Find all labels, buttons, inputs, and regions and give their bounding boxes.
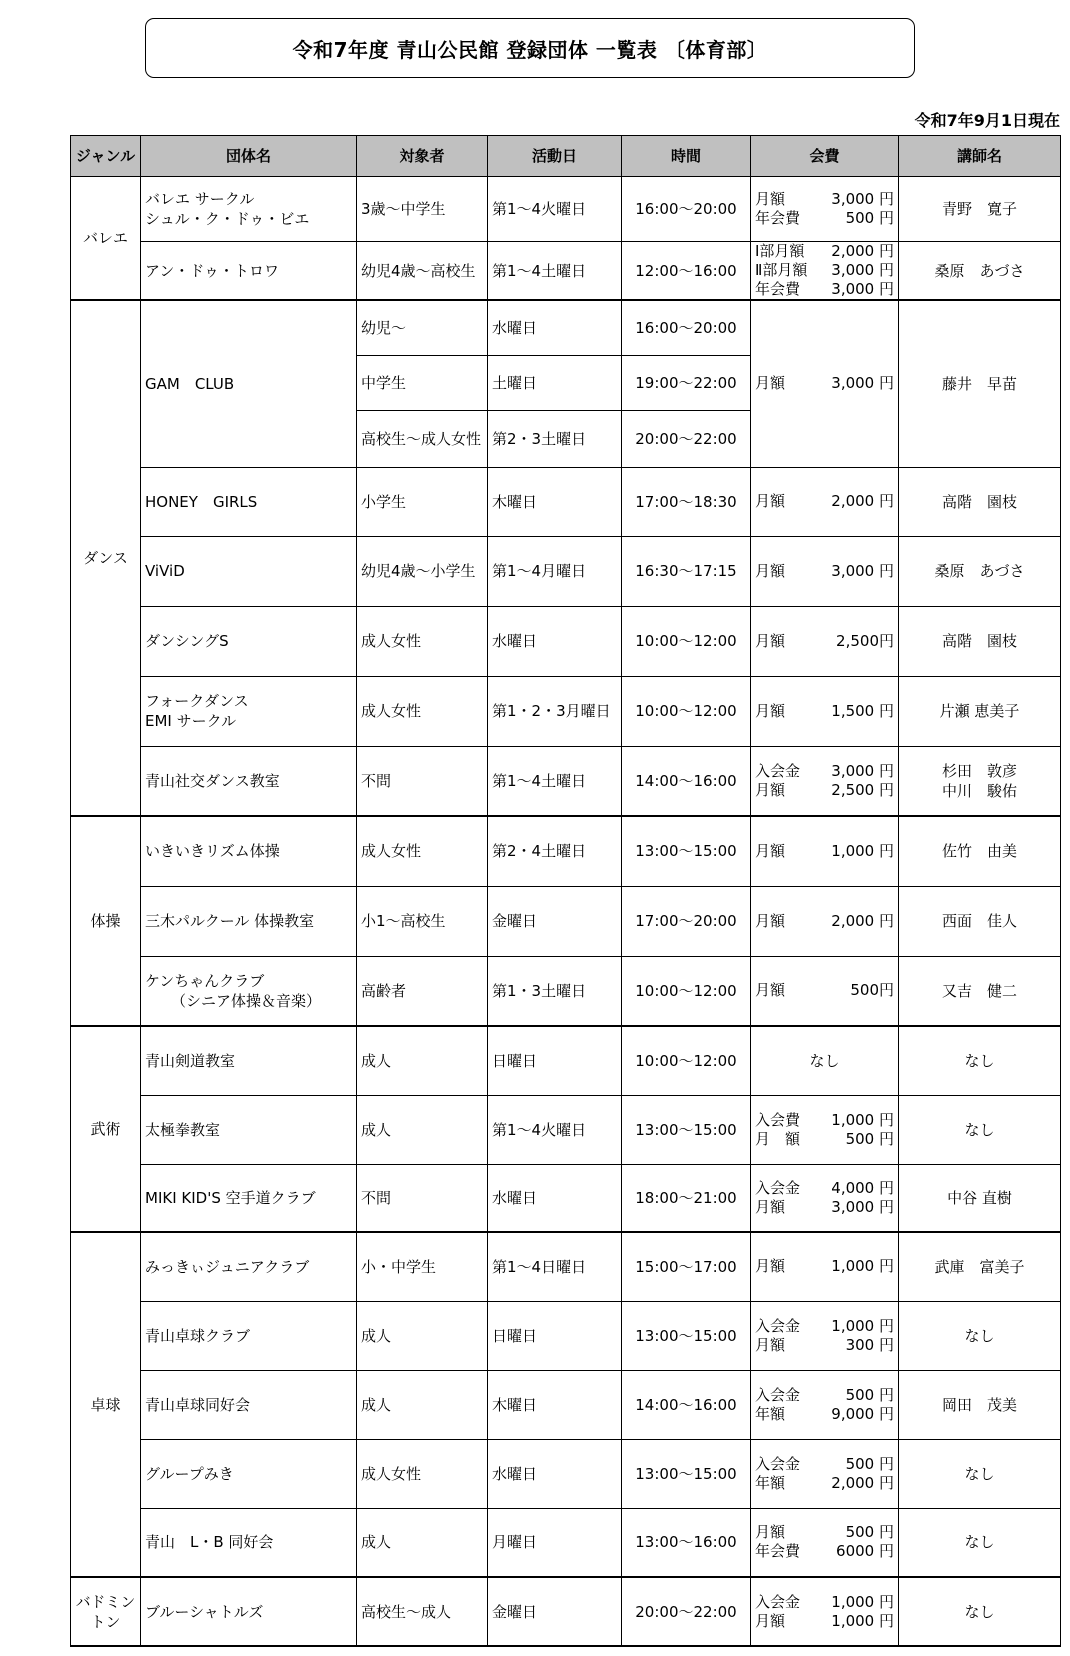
group-name-line: （シニア体操＆音楽） [171, 991, 322, 1010]
target-cell: 幼児4歳～小学生 [357, 536, 488, 606]
time-cell: 14:00～16:00 [622, 1370, 751, 1439]
page-title: 令和7年度 青山公民館 登録団体 一覧表 〔体育部〕 [145, 18, 915, 78]
fee-label: 月額 [755, 780, 786, 799]
day-cell: 木曜日 [488, 467, 622, 536]
fee-amount: 2,000 円 [831, 911, 894, 930]
fee-cell [751, 1370, 899, 1439]
target-cell: 成人女性 [357, 676, 488, 746]
fee-line [755, 632, 894, 651]
group-name: ViViD [141, 536, 357, 606]
group-name: HONEY GIRLS [141, 467, 357, 536]
instructor-cell: 又吉 健二 [899, 956, 1061, 1026]
group-name: 青山社交ダンス教室 [141, 746, 357, 816]
group-name [141, 676, 357, 746]
group-name: GAM CLUB [141, 300, 357, 467]
day-cell: 水曜日 [488, 606, 622, 676]
genre-cell [71, 1577, 141, 1646]
target-cell: 小1～高校生 [357, 886, 488, 956]
instructor-cell: 佐竹 由美 [899, 816, 1061, 886]
fee-label: 入会金 [755, 1316, 801, 1335]
group-name: ブルーシャトルズ [141, 1577, 357, 1646]
target-cell: 小・中学生 [357, 1232, 488, 1301]
fee-line [755, 1523, 894, 1542]
fee-amount: 9,000 円 [831, 1404, 894, 1423]
header-name: 団体名 [141, 136, 357, 177]
table-row [71, 816, 1061, 886]
time-cell: 20:00～22:00 [622, 1577, 751, 1646]
time-cell: 13:00～16:00 [622, 1508, 751, 1577]
group-name [141, 177, 357, 242]
target-cell: 中学生 [357, 355, 488, 410]
genre-line: トン [90, 1612, 121, 1631]
fee-cell [751, 606, 899, 676]
fee-amount: 1,000 円 [831, 1316, 894, 1335]
group-name: 青山卓球クラブ [141, 1301, 357, 1370]
day-cell: 第1～4月曜日 [488, 536, 622, 606]
group-name: MIKI KID'S 空手道クラブ [141, 1164, 357, 1232]
table-row [71, 467, 1061, 536]
genre-line: バドミン [75, 1592, 136, 1611]
fee-cell [751, 1164, 899, 1232]
fee-cell [751, 1301, 899, 1370]
day-cell: 第2・4土曜日 [488, 816, 622, 886]
fee-label: 月額 [755, 1335, 786, 1354]
fee-amount: 3,000 円 [831, 1197, 894, 1216]
target-cell: 成人 [357, 1095, 488, 1164]
fee-cell [751, 676, 899, 746]
table-row [71, 1164, 1061, 1232]
fee-line [755, 190, 894, 209]
fee-label: 月額 [755, 492, 786, 510]
fee-line [755, 1179, 894, 1198]
day-cell: 第1～4日曜日 [488, 1232, 622, 1301]
table-row [71, 1095, 1061, 1164]
group-name: グループみき [141, 1439, 357, 1508]
group-name-line: バレエ サークル [145, 190, 255, 208]
fee-amount: 3,000 円 [831, 261, 894, 279]
as-of-date: 令和7年9月1日現在 [914, 111, 1060, 130]
fee-label: 月額 [755, 1197, 786, 1216]
time-cell: 17:00～18:30 [622, 467, 751, 536]
fee-cell [751, 536, 899, 606]
fee-line [755, 1593, 894, 1612]
group-name: ダンシングS [141, 606, 357, 676]
fee-label: 月額 [755, 841, 786, 860]
fee-line [755, 1336, 894, 1355]
fee-amount: 1,000 円 [831, 1257, 894, 1276]
fee-cell [751, 1095, 899, 1164]
target-cell: 成人女性 [357, 606, 488, 676]
time-cell: 15:00～17:00 [622, 1232, 751, 1301]
group-name: いきいきリズム体操 [141, 816, 357, 886]
fee-amount: 1,000 円 [831, 1611, 894, 1630]
table-row [71, 676, 1061, 746]
fee-label: 入会費 [755, 1110, 801, 1129]
table-row [71, 1577, 1061, 1646]
fee-amount: 2,500 円 [831, 780, 894, 799]
fee-cell [751, 1508, 899, 1577]
fee-line [755, 562, 894, 581]
day-cell: 日曜日 [488, 1301, 622, 1370]
time-cell: 10:00～12:00 [622, 956, 751, 1026]
time-cell: 13:00～15:00 [622, 1095, 751, 1164]
fee-label: Ⅰ部月額 [755, 242, 805, 260]
table-row [71, 746, 1061, 816]
target-cell: 高校生～成人女性 [357, 410, 488, 467]
fee-label: 入会金 [755, 1178, 801, 1197]
instructor-cell: 高階 園枝 [899, 467, 1061, 536]
time-cell: 20:00～22:00 [622, 410, 751, 467]
table-row [71, 1439, 1061, 1508]
group-name-line: シュル・ク・ドゥ・ビエ [145, 210, 310, 228]
instructor-cell: なし [899, 1301, 1061, 1370]
time-cell: 10:00～12:00 [622, 606, 751, 676]
fee-label: 月額 [755, 631, 786, 650]
day-cell: 水曜日 [488, 1439, 622, 1508]
instructor-cell: 桑原 あづさ [899, 536, 1061, 606]
fee-cell [751, 1577, 899, 1646]
instructor-cell: なし [899, 1026, 1061, 1095]
day-cell: 水曜日 [488, 1164, 622, 1232]
fee-label: 年会費 [755, 280, 801, 298]
time-cell: 12:00～16:00 [622, 242, 751, 301]
day-cell: 第1～4火曜日 [488, 177, 622, 242]
fee-label: 年額 [755, 1473, 786, 1492]
genre-cell: バレエ [71, 177, 141, 301]
day-cell: 水曜日 [488, 300, 622, 355]
fee-amount: 4,000 円 [831, 1178, 894, 1197]
fee-line [755, 981, 894, 1000]
table-row [71, 536, 1061, 606]
group-name-line: ケンちゃんクラブ [145, 971, 265, 990]
time-cell: 10:00～12:00 [622, 676, 751, 746]
fee-amount: 1,000 円 [831, 841, 894, 860]
group-name: アン・ドゥ・トロワ [141, 242, 357, 301]
fee-label: 入会金 [755, 1385, 801, 1404]
target-cell: 成人女性 [357, 816, 488, 886]
instructor-cell: 片瀬 恵美子 [899, 676, 1061, 746]
target-cell: 高校生～成人 [357, 1577, 488, 1646]
registration-table [70, 135, 1061, 1647]
day-cell: 第1～4土曜日 [488, 242, 622, 301]
fee-amount: 500円 [850, 981, 894, 1000]
fee-line [755, 1317, 894, 1336]
target-cell: 成人女性 [357, 1439, 488, 1508]
fee-amount: 2,000 円 [831, 1473, 894, 1492]
group-name: 三木パルクール 体操教室 [141, 886, 357, 956]
fee-amount: 3,000 円 [831, 280, 894, 298]
fee-cell [751, 886, 899, 956]
instructor-cell: 藤井 早苗 [899, 300, 1061, 467]
fee-cell [751, 242, 899, 301]
table-body [71, 177, 1061, 1647]
fee-amount: 500 円 [845, 1523, 894, 1542]
instructor-cell: 岡田 茂美 [899, 1370, 1061, 1439]
table-row [71, 1232, 1061, 1301]
time-cell: 18:00～21:00 [622, 1164, 751, 1232]
fee-cell [751, 467, 899, 536]
day-cell: 木曜日 [488, 1370, 622, 1439]
fee-label: 月額 [755, 1257, 786, 1276]
fee-line [755, 1612, 894, 1631]
day-cell: 土曜日 [488, 355, 622, 410]
header-genre: ジャンル [71, 136, 141, 177]
table-row [71, 177, 1061, 242]
fee-line [755, 1474, 894, 1493]
table-header-row [71, 136, 1061, 177]
instructor-line: 中川 駿佑 [941, 781, 1017, 800]
instructor-cell: 武庫 富美子 [899, 1232, 1061, 1301]
target-cell: 成人 [357, 1026, 488, 1095]
time-cell: 16:00～20:00 [622, 177, 751, 242]
time-cell: 13:00～15:00 [622, 1301, 751, 1370]
target-cell: 小学生 [357, 467, 488, 536]
fee-amount: 500 円 [845, 1129, 894, 1148]
fee-amount: 1,500 円 [831, 701, 894, 720]
fee-line [755, 1111, 894, 1130]
fee-cell [751, 300, 899, 467]
fee-amount: 1,000 円 [831, 1110, 894, 1129]
day-cell: 月曜日 [488, 1508, 622, 1577]
group-name: 太極拳教室 [141, 1095, 357, 1164]
fee-cell: なし [751, 1026, 899, 1095]
fee-label: 月額 [755, 981, 786, 1000]
fee-cell [751, 956, 899, 1026]
day-cell: 第1～4火曜日 [488, 1095, 622, 1164]
fee-line [755, 912, 894, 931]
fee-label: 月額 [755, 701, 786, 720]
time-cell: 16:30～17:15 [622, 536, 751, 606]
day-cell: 金曜日 [488, 1577, 622, 1646]
header-day: 活動日 [488, 136, 622, 177]
fee-label: 月額 [755, 1611, 786, 1630]
fee-amount: 2,000 円 [831, 492, 894, 510]
time-cell: 13:00～15:00 [622, 1439, 751, 1508]
instructor-cell: なし [899, 1095, 1061, 1164]
fee-amount: 500 円 [845, 209, 894, 227]
target-cell: 成人 [357, 1508, 488, 1577]
fee-line [755, 1386, 894, 1405]
fee-line [755, 1130, 894, 1149]
group-name: 青山剣道教室 [141, 1026, 357, 1095]
fee-line [755, 1257, 894, 1276]
fee-label: 月額 [755, 1523, 786, 1542]
table-row [71, 1026, 1061, 1095]
fee-amount: 3,000 円 [831, 374, 894, 393]
instructor-cell: 高階 園枝 [899, 606, 1061, 676]
instructor-cell: なし [899, 1439, 1061, 1508]
instructor-cell [899, 746, 1061, 816]
fee-cell [751, 1232, 899, 1301]
header-target: 対象者 [357, 136, 488, 177]
fee-cell [751, 746, 899, 816]
table-row [71, 242, 1061, 301]
table-row [71, 1370, 1061, 1439]
fee-amount: 1,000 円 [831, 1592, 894, 1611]
fee-label: 月 額 [755, 1129, 801, 1148]
fee-line [755, 1542, 894, 1561]
fee-line [755, 762, 894, 781]
instructor-cell: 西面 佳人 [899, 886, 1061, 956]
time-cell: 10:00～12:00 [622, 1026, 751, 1095]
fee-line [755, 702, 894, 721]
genre-cell: ダンス [71, 300, 141, 816]
genre-cell: 武術 [71, 1026, 141, 1232]
fee-line [755, 209, 894, 228]
genre-cell: 体操 [71, 816, 141, 1026]
fee-label: 月額 [755, 561, 786, 580]
fee-label: 入会金 [755, 1454, 801, 1473]
fee-line [755, 842, 894, 861]
fee-amount: 3,000 円 [831, 761, 894, 780]
fee-line [755, 1198, 894, 1217]
day-cell: 第1・2・3月曜日 [488, 676, 622, 746]
header-instructor: 講師名 [899, 136, 1061, 177]
time-cell: 13:00～15:00 [622, 816, 751, 886]
fee-amount: 2,500円 [836, 631, 894, 650]
instructor-cell: なし [899, 1508, 1061, 1577]
table-row [71, 1301, 1061, 1370]
fee-amount: 300 円 [845, 1335, 894, 1354]
fee-amount: 500 円 [845, 1454, 894, 1473]
fee-cell [751, 816, 899, 886]
target-cell: 3歳～中学生 [357, 177, 488, 242]
instructor-line: 杉田 敦彦 [941, 761, 1017, 780]
day-cell: 第1～4土曜日 [488, 746, 622, 816]
table-row [71, 1508, 1061, 1577]
group-name: みっきぃジュニアクラブ [141, 1232, 357, 1301]
instructor-cell: 中谷 直樹 [899, 1164, 1061, 1232]
day-cell: 第1・3土曜日 [488, 956, 622, 1026]
instructor-cell: なし [899, 1577, 1061, 1646]
table-row [71, 606, 1061, 676]
target-cell: 成人 [357, 1301, 488, 1370]
target-cell: 不問 [357, 1164, 488, 1232]
fee-label: 年会費 [755, 209, 801, 227]
group-name: 青山 L・B 同好会 [141, 1508, 357, 1577]
table-row [71, 886, 1061, 956]
fee-amount: 500 円 [845, 1385, 894, 1404]
target-cell: 幼児4歳～高校生 [357, 242, 488, 301]
fee-amount: 6000 円 [836, 1542, 894, 1561]
time-cell: 16:00～20:00 [622, 300, 751, 355]
time-cell: 17:00～20:00 [622, 886, 751, 956]
header-fee: 会費 [751, 136, 899, 177]
table-row [71, 300, 1061, 355]
fee-label: Ⅱ部月額 [755, 261, 808, 279]
time-cell: 19:00～22:00 [622, 355, 751, 410]
group-name: 青山卓球同好会 [141, 1370, 357, 1439]
fee-label: 月額 [755, 911, 786, 930]
target-cell: 幼児～ [357, 300, 488, 355]
fee-cell [751, 177, 899, 242]
instructor-cell: 桑原 あづさ [899, 242, 1061, 301]
fee-amount: 3,000 円 [831, 561, 894, 580]
instructor-cell: 青野 寛子 [899, 177, 1061, 242]
fee-amount: 2,000 円 [831, 242, 894, 260]
group-name [141, 956, 357, 1026]
group-name-line: フォークダンス [145, 692, 249, 710]
fee-label: 入会金 [755, 1592, 801, 1611]
fee-label: 入会金 [755, 761, 801, 780]
fee-line [755, 492, 894, 511]
fee-label: 月額 [755, 190, 786, 208]
table-row [71, 956, 1061, 1026]
target-cell: 成人 [357, 1370, 488, 1439]
header-time: 時間 [622, 136, 751, 177]
day-cell: 日曜日 [488, 1026, 622, 1095]
fee-label: 年会費 [755, 1542, 801, 1561]
day-cell: 金曜日 [488, 886, 622, 956]
genre-cell: 卓球 [71, 1232, 141, 1577]
group-name-line: EMI サークル [145, 712, 237, 730]
fee-line [755, 261, 894, 280]
fee-line [755, 1405, 894, 1424]
fee-line [755, 781, 894, 800]
fee-amount: 3,000 円 [831, 190, 894, 208]
fee-line [755, 1455, 894, 1474]
target-cell: 不問 [357, 746, 488, 816]
fee-line [755, 280, 894, 299]
target-cell: 高齢者 [357, 956, 488, 1026]
fee-cell [751, 1439, 899, 1508]
fee-line [755, 242, 894, 261]
day-cell: 第2・3土曜日 [488, 410, 622, 467]
time-cell: 14:00～16:00 [622, 746, 751, 816]
fee-label: 月額 [755, 374, 786, 393]
fee-line [755, 374, 894, 393]
fee-label: 年額 [755, 1404, 786, 1423]
